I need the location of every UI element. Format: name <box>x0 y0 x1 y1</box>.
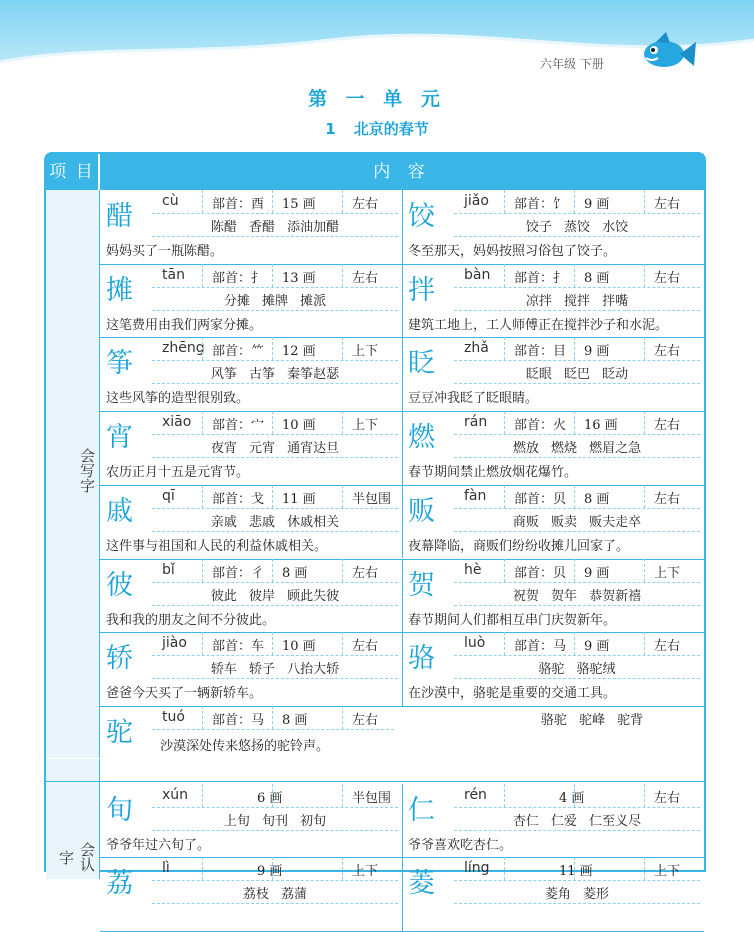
example-sentence: 这笔费用由我们两家分摊。 <box>106 317 263 333</box>
structure-type: 左右 <box>654 418 681 434</box>
dashed-divider <box>644 784 645 807</box>
column-divider <box>402 485 403 559</box>
dashed-divider <box>272 632 273 655</box>
column-divider <box>402 264 403 338</box>
pinyin: bàn <box>464 266 491 283</box>
dashed-divider <box>342 411 343 434</box>
section-divider <box>46 781 704 782</box>
example-words: 凉拌 搅拌 拌嘴 <box>525 293 629 309</box>
word-row <box>152 655 398 679</box>
dashed-divider <box>574 632 575 655</box>
word-row <box>454 582 700 606</box>
character-card <box>100 857 402 931</box>
pinyin: líng <box>464 860 490 877</box>
column-divider <box>402 411 403 485</box>
pinyin: lì <box>162 860 170 877</box>
dashed-divider <box>574 857 575 880</box>
pinyin: qī <box>162 487 175 504</box>
character-card <box>402 632 704 706</box>
hanzi-character: 荔 <box>106 868 133 900</box>
word-row <box>152 880 398 904</box>
example-words: 祝贺 贺年 恭贺新禧 <box>512 588 642 604</box>
hanzi-character: 燃 <box>408 422 435 454</box>
dashed-divider <box>574 190 575 213</box>
unit-title: 第 一 单 元 <box>308 88 446 110</box>
grade-label: 六年级 下册 <box>540 57 604 71</box>
stroke-count: 9 画 <box>584 197 610 212</box>
dashed-divider <box>202 264 203 287</box>
dashed-divider <box>644 857 645 880</box>
radical: 部首：贝 <box>514 565 567 581</box>
char-info-row <box>152 264 398 288</box>
character-card <box>402 190 704 264</box>
dashed-divider <box>202 632 203 655</box>
character-card <box>100 784 402 858</box>
dashed-divider <box>504 264 505 287</box>
dashed-divider <box>202 190 203 213</box>
column-divider <box>402 337 403 411</box>
stroke-count: 8 画 <box>282 712 308 728</box>
pinyin: rán <box>464 414 488 431</box>
example-sentence: 这件事与祖国和人民的利益休戚相关。 <box>106 538 328 554</box>
dashed-divider <box>574 337 575 360</box>
example-sentence: 冬至那天，妈妈按照习俗包了饺子。 <box>408 244 617 259</box>
radical: 部首：目 <box>514 344 567 360</box>
structure-type: 上下 <box>352 418 379 434</box>
char-info-row <box>152 857 398 881</box>
char-info-row <box>152 706 394 730</box>
dashed-divider <box>504 190 505 213</box>
pinyin: xún <box>162 786 189 803</box>
stroke-count: 8 画 <box>282 565 308 581</box>
stroke-count: 9 画 <box>584 344 610 360</box>
example-words: 轿车 轿子 八抬大轿 <box>210 662 340 678</box>
char-info-row <box>454 784 700 808</box>
example-words: 商贩 贩卖 贩夫走卒 <box>512 514 642 530</box>
dashed-divider <box>504 337 505 360</box>
stroke-count: 10 画 <box>282 418 316 434</box>
word-row <box>152 582 398 606</box>
character-card <box>100 559 402 633</box>
example-words: 饺子 蒸饺 水饺 <box>525 220 629 235</box>
example-sentence: 农历正月十五是元宵节。 <box>106 465 250 481</box>
example-sentence: 建筑工地上，工人师傅正在搅拌沙子和水泥。 <box>408 317 669 333</box>
word-row <box>454 213 700 237</box>
example-words: 眨眼 眨巴 眨动 <box>525 367 629 383</box>
example-words: 风筝 古筝 秦筝赵瑟 <box>210 367 340 383</box>
char-info-row <box>152 485 398 509</box>
stroke-count: 6 画 <box>257 790 283 806</box>
dashed-divider <box>272 190 273 213</box>
example-words: 燃放 燃烧 燃眉之急 <box>512 441 642 457</box>
column-divider <box>402 784 403 858</box>
stroke-count: 8 画 <box>584 270 610 286</box>
radical: 部首：戈 <box>212 491 265 507</box>
structure-type: 上下 <box>352 344 379 360</box>
stroke-count: 10 画 <box>282 639 316 655</box>
char-info-row <box>152 337 398 361</box>
dashed-divider <box>342 559 343 582</box>
structure-type: 上下 <box>654 864 681 880</box>
example-sentence: 爸爸今天买了一辆新轿车。 <box>106 686 263 702</box>
table-header <box>46 154 704 190</box>
radical: 部首：贝 <box>514 491 567 507</box>
dashed-divider <box>202 337 203 360</box>
structure-type: 左右 <box>654 639 681 655</box>
column-divider <box>402 632 403 706</box>
word-row <box>152 287 398 311</box>
structure-type: 上下 <box>352 864 379 880</box>
char-info-row <box>454 190 700 214</box>
stroke-count: 4 画 <box>559 790 585 806</box>
pinyin: bǐ <box>162 561 175 578</box>
character-table <box>44 152 706 903</box>
word-row <box>454 880 700 904</box>
char-info-row <box>152 559 398 583</box>
radical: 部首：酉 <box>212 197 265 212</box>
column-header-item: 项 目 <box>46 154 100 190</box>
char-info-row <box>454 857 700 881</box>
hanzi-character: 轿 <box>106 643 133 675</box>
stroke-count: 9 画 <box>257 864 283 880</box>
hanzi-character: 醋 <box>106 201 133 232</box>
dashed-divider <box>202 706 203 729</box>
char-info-row <box>454 411 700 435</box>
structure-type: 半包围 <box>352 790 392 806</box>
example-words: 陈醋 香醋 添油加醋 <box>210 220 340 235</box>
dashed-divider <box>504 559 505 582</box>
pinyin: fàn <box>464 487 487 504</box>
structure-type: 左右 <box>654 344 681 360</box>
pinyin: jiào <box>162 635 187 652</box>
character-card <box>100 411 402 485</box>
example-words: 菱角 菱形 <box>544 887 610 903</box>
hanzi-character: 摊 <box>106 274 133 306</box>
radical: 部首：车 <box>212 639 265 655</box>
stroke-count: 16 画 <box>584 418 618 434</box>
radical: 部首：马 <box>212 712 265 728</box>
dashed-divider <box>272 559 273 582</box>
lesson-number: 1 <box>325 120 336 138</box>
structure-type: 左右 <box>352 197 379 212</box>
example-words: 夜宵 元宵 通宵达旦 <box>210 441 340 457</box>
word-row <box>454 434 700 458</box>
word-row <box>454 287 700 311</box>
hanzi-character: 贺 <box>408 569 435 601</box>
structure-type: 左右 <box>352 270 379 286</box>
dashed-divider <box>644 190 645 213</box>
hanzi-character: 骆 <box>408 643 435 675</box>
character-card <box>402 784 704 858</box>
character-card <box>402 337 704 411</box>
stroke-count: 13 画 <box>282 270 316 286</box>
dashed-divider <box>574 559 575 582</box>
column-divider <box>402 190 403 264</box>
column-divider <box>402 857 403 931</box>
example-sentence: 春节期间禁止燃放烟花爆竹。 <box>408 465 578 481</box>
stroke-count: 15 画 <box>282 197 316 212</box>
example-sentence: 妈妈买了一瓶陈醋。 <box>106 244 224 259</box>
char-info-row <box>152 411 398 435</box>
dashed-divider <box>272 264 273 287</box>
lesson-name: 北京的春节 <box>353 120 429 138</box>
dashed-divider <box>202 411 203 434</box>
column-divider <box>402 559 403 633</box>
radical: 部首：彳 <box>212 565 265 581</box>
dashed-divider <box>342 190 343 213</box>
character-card <box>402 485 704 559</box>
example-words: 分摊 摊牌 摊派 <box>223 293 327 309</box>
dashed-divider <box>202 857 203 880</box>
category-label: 会写字 <box>78 448 96 493</box>
word-row <box>454 360 700 384</box>
category-read <box>46 759 100 879</box>
hanzi-character: 驼 <box>106 716 133 748</box>
pinyin: rén <box>464 786 487 803</box>
radical: 部首：火 <box>514 418 567 434</box>
structure-type: 上下 <box>654 565 681 581</box>
dashed-divider <box>644 632 645 655</box>
example-sentence: 在沙漠中，骆驼是重要的交通工具。 <box>408 686 617 702</box>
dashed-divider <box>644 411 645 434</box>
character-card <box>402 857 704 931</box>
example-sentence: 春节期间人们都相互串门庆贺新年。 <box>408 612 617 628</box>
radical: 部首：马 <box>514 639 567 655</box>
dashed-divider <box>504 632 505 655</box>
dashed-divider <box>574 784 575 807</box>
pinyin: jiǎo <box>464 193 489 209</box>
dashed-divider <box>342 632 343 655</box>
example-words: 骆驼 驼峰 驼背 <box>540 712 644 728</box>
dashed-divider <box>574 411 575 434</box>
pinyin: cù <box>162 193 179 209</box>
fish-mascot-icon <box>636 28 698 78</box>
dashed-divider <box>342 706 343 729</box>
dashed-divider <box>644 264 645 287</box>
dashed-divider <box>342 485 343 508</box>
radical: 部首：扌 <box>212 270 265 286</box>
dashed-divider <box>574 485 575 508</box>
pinyin: xiāo <box>162 414 192 431</box>
example-words: 上旬 旬刊 初旬 <box>223 813 327 829</box>
example-sentence: 豆豆冲我眨了眨眼睛。 <box>408 391 539 407</box>
word-row <box>152 508 398 532</box>
radical: 部首：扌 <box>514 270 567 286</box>
dashed-divider <box>504 857 505 880</box>
character-card <box>100 485 402 559</box>
pinyin: hè <box>464 561 482 578</box>
example-words: 亲戚 悲戚 休戚相关 <box>210 514 340 530</box>
hanzi-character: 仁 <box>408 794 435 826</box>
structure-type: 左右 <box>352 639 379 655</box>
character-card <box>402 264 704 338</box>
hanzi-character: 眨 <box>408 348 435 380</box>
radical: 部首：⺮ <box>212 344 265 360</box>
structure-type: 左右 <box>654 790 681 806</box>
lesson-title <box>0 118 754 139</box>
structure-type: 左右 <box>654 270 681 286</box>
hanzi-character: 贩 <box>408 495 435 527</box>
dashed-divider <box>202 559 203 582</box>
word-row <box>152 434 398 458</box>
radical: 部首：饣 <box>514 197 567 212</box>
dashed-divider <box>202 485 203 508</box>
dashed-divider <box>504 784 505 807</box>
word-row <box>454 807 700 831</box>
example-words: 荔枝 荔蒲 <box>242 887 308 903</box>
example-words: 骆驼 骆驼绒 <box>538 662 616 678</box>
dashed-divider <box>342 337 343 360</box>
dashed-divider <box>342 264 343 287</box>
word-row <box>454 508 700 532</box>
dashed-divider <box>342 784 343 807</box>
pinyin: zhēng <box>162 340 205 357</box>
char-info-row <box>152 632 398 656</box>
hanzi-character: 菱 <box>408 868 435 900</box>
example-sentence: 爷爷喜欢吃杏仁。 <box>408 837 513 853</box>
example-sentence: 爷爷年过六旬了。 <box>106 837 211 853</box>
structure-type: 半包围 <box>352 491 392 507</box>
character-card <box>100 190 402 264</box>
stroke-count: 9 画 <box>584 639 610 655</box>
char-info-row <box>454 559 700 583</box>
pinyin: tuó <box>162 708 185 725</box>
dashed-divider <box>644 559 645 582</box>
word-row <box>454 655 700 679</box>
hanzi-character: 筝 <box>106 348 133 380</box>
structure-type: 左右 <box>654 491 681 507</box>
example-sentence: 沙漠深处传来悠扬的驼铃声。 <box>160 738 330 754</box>
example-sentence: 我和我的朋友之间不分彼此。 <box>106 612 276 628</box>
dashed-divider <box>504 411 505 434</box>
hanzi-character: 宵 <box>106 422 133 454</box>
char-info-row <box>454 632 700 656</box>
dashed-divider <box>644 485 645 508</box>
pinyin: zhǎ <box>464 340 489 357</box>
dashed-divider <box>272 485 273 508</box>
structure-type: 左右 <box>352 712 379 728</box>
dashed-divider <box>272 411 273 434</box>
character-card <box>100 632 402 706</box>
structure-type: 左右 <box>352 565 379 581</box>
char-info-row <box>454 264 700 288</box>
example-words: 杏仁 仁爱 仁至义尽 <box>512 813 642 829</box>
stroke-count: 12 画 <box>282 344 316 360</box>
dashed-divider <box>342 857 343 880</box>
dashed-divider <box>574 264 575 287</box>
word-row <box>152 360 398 384</box>
character-card <box>100 706 704 780</box>
category-write <box>46 190 100 758</box>
hanzi-character: 戚 <box>106 495 133 527</box>
word-row <box>152 213 398 237</box>
structure-type: 左右 <box>654 197 681 212</box>
stroke-count: 11 画 <box>559 864 593 880</box>
stroke-count: 8 画 <box>584 491 610 507</box>
column-header-content: 内 容 <box>373 162 431 182</box>
char-info-row <box>454 485 700 509</box>
hanzi-character: 饺 <box>408 201 435 232</box>
example-sentence: 夜幕降临，商贩们纷纷收摊儿回家了。 <box>408 538 630 554</box>
char-info-row <box>152 784 398 808</box>
stroke-count: 9 画 <box>584 565 610 581</box>
example-words: 彼此 彼岸 顾此失彼 <box>210 588 340 604</box>
character-card <box>100 264 402 338</box>
category-label: 会认字 <box>57 842 96 872</box>
char-info-row <box>152 190 398 214</box>
dashed-divider <box>272 706 273 729</box>
dashed-divider <box>272 857 273 880</box>
pinyin: luò <box>464 635 486 652</box>
dashed-divider <box>272 337 273 360</box>
stroke-count: 11 画 <box>282 491 316 507</box>
character-card <box>100 337 402 411</box>
dashed-divider <box>202 784 203 807</box>
dashed-divider <box>504 485 505 508</box>
hanzi-character: 旬 <box>106 794 133 826</box>
char-info-row <box>454 337 700 361</box>
hanzi-character: 彼 <box>106 569 133 601</box>
radical: 部首：宀 <box>212 418 265 434</box>
example-sentence: 这些风筝的造型很别致。 <box>106 391 250 407</box>
dashed-divider <box>272 784 273 807</box>
word-row <box>152 807 398 831</box>
character-card <box>402 411 704 485</box>
dashed-divider <box>644 337 645 360</box>
pinyin: tān <box>162 266 185 283</box>
character-card <box>402 559 704 633</box>
hanzi-character: 拌 <box>408 274 435 306</box>
